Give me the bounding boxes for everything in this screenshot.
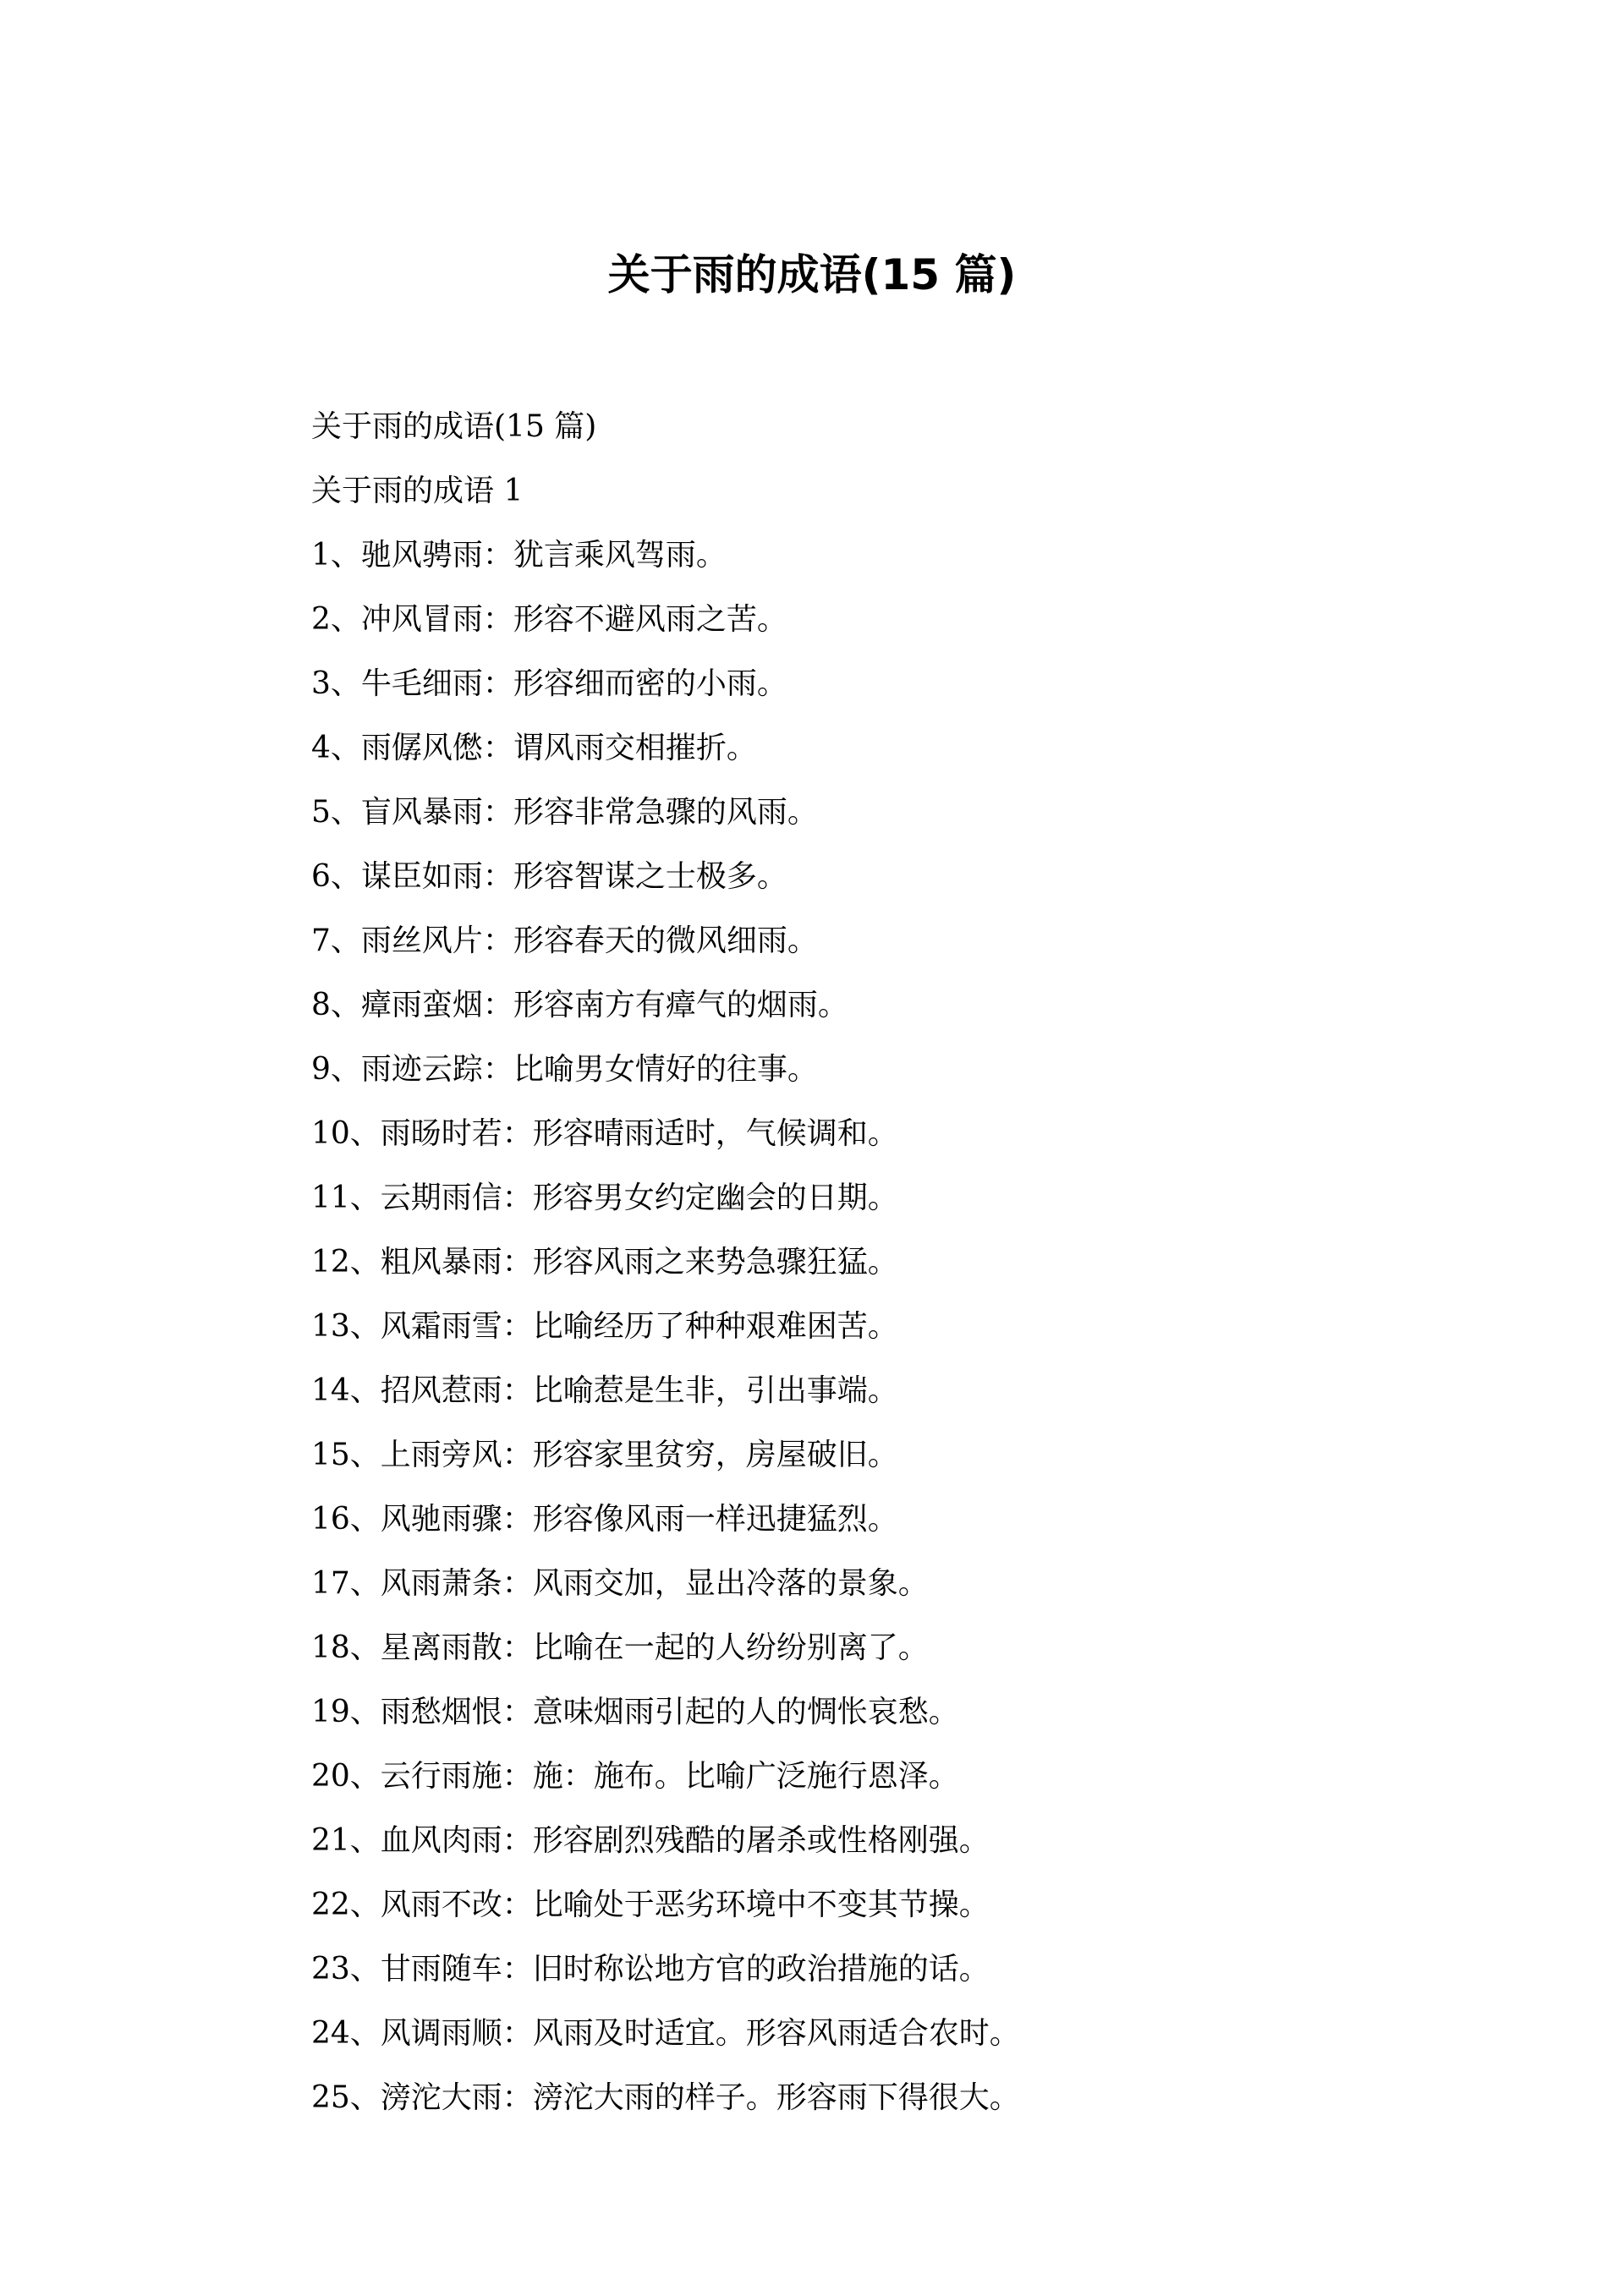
list-item: 5、盲风暴雨：形容非常急骤的风雨。 [311,795,818,830]
idiom-list [311,523,1394,2130]
document-title: 关于雨的成语(15 篇) [607,250,1017,299]
list-item: 25、滂沱大雨：滂沱大雨的样子。形容雨下得很大。 [311,2080,1020,2115]
list-item: 7、雨丝风片：形容春天的微风细雨。 [311,923,818,958]
list-item: 23、甘雨随车：旧时称讼地方官的政治措施的话。 [311,1952,990,1986]
list-item: 14、招风惹雨：比喻惹是生非，引出事端。 [311,1373,898,1408]
list-item: 20、云行雨施：施：施布。比喻广泛施行恩泽。 [311,1759,959,1794]
list-item: 9、雨迹云踪：比喻男女情好的往事。 [311,1052,818,1087]
list-item: 4、雨僝风僽：谓风雨交相摧折。 [311,731,757,765]
list-item: 10、雨旸时若：形容晴雨适时，气候调和。 [311,1116,898,1151]
list-item: 13、风霜雨雪：比喻经历了种种艰难困苦。 [311,1309,898,1344]
list-item: 8、瘴雨蛮烟：形容南方有瘴气的烟雨。 [311,988,848,1022]
list-item: 3、牛毛细雨：形容细而密的小雨。 [311,666,787,701]
list-item: 2、冲风冒雨：形容不避风雨之苦。 [311,602,787,637]
document-subtitle: 关于雨的成语(15 篇) [311,409,597,444]
section-heading: 关于雨的成语 1 [311,474,524,508]
document-body [311,395,1394,2130]
list-item: 1、驰风骋雨：犹言乘风驾雨。 [311,538,727,573]
list-item: 11、云期雨信：形容男女约定幽会的日期。 [311,1181,898,1215]
list-item: 15、上雨旁风：形容家里贫穷，房屋破旧。 [311,1438,898,1472]
list-item: 22、风雨不改：比喻处于恶劣环境中不变其节操。 [311,1888,990,1922]
list-item: 21、血风肉雨：形容剧烈残酷的屠杀或性格刚强。 [311,1823,990,1858]
list-item: 6、谋臣如雨：形容智谋之士极多。 [311,859,787,894]
list-item: 12、粗风暴雨：形容风雨之来势急骤狂猛。 [311,1245,898,1280]
list-item: 18、星离雨散：比喻在一起的人纷纷别离了。 [311,1630,929,1665]
list-item: 19、雨愁烟恨：意味烟雨引起的人的惆怅哀愁。 [311,1695,959,1729]
list-item: 16、风驰雨骤：形容像风雨一样迅捷猛烈。 [311,1502,898,1537]
list-item: 17、风雨萧条：风雨交加，显出冷落的景象。 [311,1566,929,1601]
list-item: 24、风调雨顺：风雨及时适宜。形容风雨适合农时。 [311,2016,1020,2051]
